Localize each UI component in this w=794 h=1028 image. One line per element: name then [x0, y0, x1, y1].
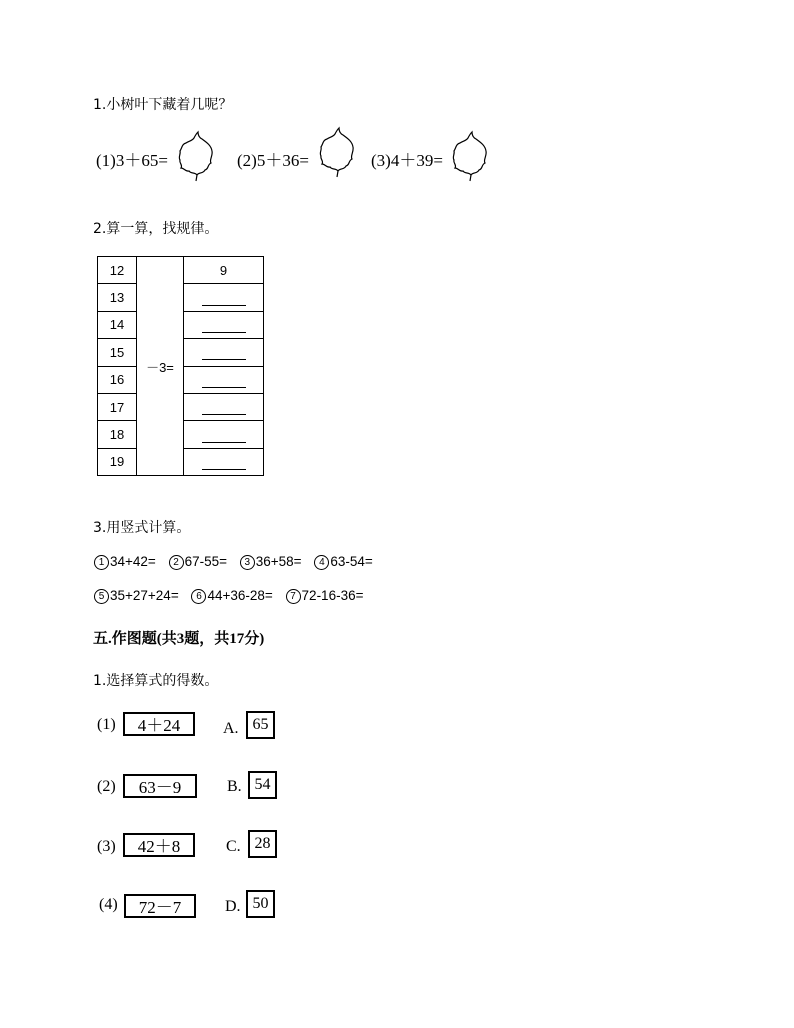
match-number: (2) [97, 778, 116, 795]
circled-number: 5 [94, 589, 109, 604]
answer-box: 50 [246, 890, 275, 918]
section-title: 五.作图题(共3题，共17分) [93, 631, 265, 647]
number-cell: 16 [98, 366, 137, 393]
leaf-icon [450, 130, 490, 182]
number-cell: 13 [98, 284, 137, 311]
answer-blank[interactable] [184, 366, 264, 393]
q1-item-2: (2)5＋36= [237, 151, 309, 170]
match-number: (1) [97, 716, 116, 733]
calc-expression: 34+42= [110, 554, 156, 569]
answer-box: 28 [248, 830, 277, 858]
calc-expression: 63-54= [330, 554, 373, 569]
q1-item-3: (3)4＋39= [371, 151, 443, 170]
answer-blank[interactable] [184, 421, 264, 448]
leaf-icon [317, 126, 357, 178]
calc-item [169, 554, 227, 570]
calc-expression: 72-16-36= [301, 588, 364, 603]
q2-title: 2.算一算，找规律。 [93, 221, 219, 237]
calc-item [240, 554, 302, 570]
calc-expression: 36+58= [255, 554, 302, 569]
circled-number: 3 [240, 555, 255, 570]
circled-number: 2 [169, 555, 184, 570]
option-letter: D. [225, 898, 241, 915]
answer-blank[interactable] [184, 393, 264, 420]
calc-item [94, 554, 156, 570]
circled-number: 7 [286, 589, 301, 604]
circled-number: 6 [191, 589, 206, 604]
number-cell: 17 [98, 393, 137, 420]
circled-number: 4 [314, 555, 329, 570]
q5-1-title: 1.选择算式的得数。 [93, 673, 219, 689]
calc-row-2 [94, 588, 372, 604]
operator-cell: －3= [137, 257, 184, 476]
calc-expression: 44+36-28= [207, 588, 273, 603]
calc-item [286, 588, 364, 604]
number-cell: 14 [98, 311, 137, 338]
answer-blank[interactable] [184, 284, 264, 311]
expression-box: 42＋8 [123, 833, 195, 857]
q3-title: 3.用竖式计算。 [93, 520, 191, 536]
answer-blank[interactable] [184, 448, 264, 475]
expression-box: 4＋24 [123, 712, 195, 736]
match-number: (3) [97, 838, 116, 855]
pattern-table [97, 256, 264, 476]
option-letter: A. [223, 720, 239, 737]
calc-item [191, 588, 272, 604]
number-cell: 12 [98, 257, 137, 284]
result-cell: 9 [184, 257, 264, 284]
calc-expression: 67-55= [184, 554, 227, 569]
circled-number: 1 [94, 555, 109, 570]
answer-box: 54 [248, 771, 277, 799]
match-number: (4) [99, 896, 118, 913]
expression-box: 72－7 [124, 894, 196, 918]
q1-title: 1.小树叶下藏着几呢？ [93, 97, 233, 113]
option-letter: B. [227, 778, 242, 795]
number-cell: 19 [98, 448, 137, 475]
calc-item [94, 588, 179, 604]
answer-blank[interactable] [184, 339, 264, 366]
answer-blank[interactable] [184, 311, 264, 338]
calc-expression: 35+27+24= [110, 588, 179, 603]
q1-item-1: (1)3＋65= [96, 151, 168, 170]
option-letter: C. [226, 838, 241, 855]
number-cell: 15 [98, 339, 137, 366]
expression-box: 63－9 [123, 774, 197, 798]
table-row [98, 257, 264, 284]
number-cell: 18 [98, 421, 137, 448]
calc-row-1 [94, 554, 382, 570]
answer-box: 65 [246, 711, 275, 739]
calc-item [314, 554, 372, 570]
leaf-icon [176, 130, 216, 182]
